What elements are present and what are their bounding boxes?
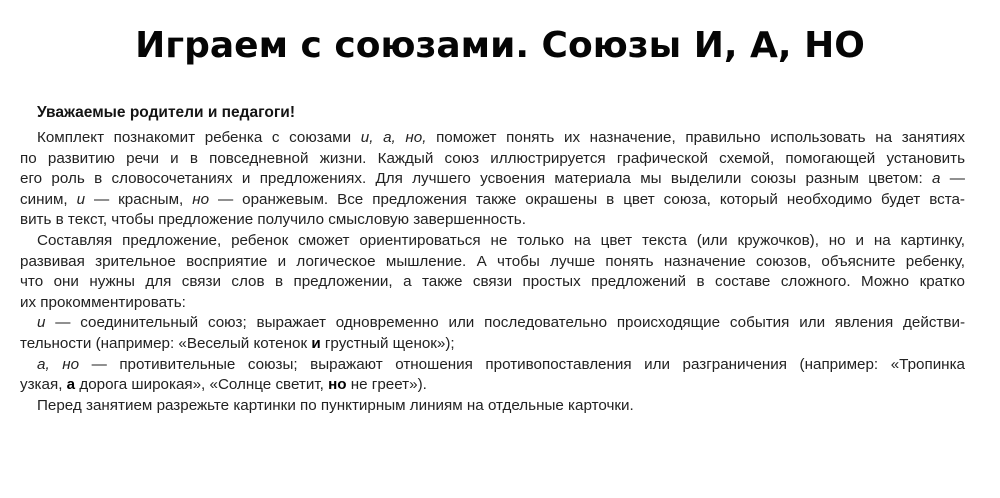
- conjunction-bold: а: [66, 376, 76, 394]
- text-run: развивая зрительное восприятие и логическое мышление. А чтобы лучше понять назначение союзов, объясните ребенку,: [20, 252, 965, 270]
- page-title: Играем с союзами. Союзы И, А, НО: [135, 25, 865, 66]
- text-run: — красным,: [85, 190, 193, 208]
- text-line: [20, 149, 965, 170]
- text-run: грустный щенок»);: [320, 334, 455, 352]
- text-run: его роль в словосочетаниях и предложениях. Для лучшего усвоения материала мы выделили союзы разным цветом:: [20, 170, 933, 188]
- text-run: Перед занятием разрежьте картинки по пунктирным линиям на отдельные карточки.: [37, 396, 634, 414]
- text-line: [20, 375, 965, 396]
- body-text: [20, 128, 965, 416]
- text-line: [20, 169, 965, 190]
- conjunction-bold: но: [328, 376, 347, 394]
- text-run: вить в текст, чтобы предложение получило смысловую завершенность.: [20, 211, 526, 229]
- text-line: [20, 210, 965, 231]
- text-line: [20, 293, 965, 314]
- text-line: [20, 190, 965, 211]
- conjunction-italic: и: [37, 314, 46, 332]
- text-run: не греет»).: [346, 376, 427, 394]
- text-line: [20, 396, 965, 417]
- conjunction-italic: и: [76, 190, 86, 208]
- text-run: их прокомментировать:: [20, 293, 186, 311]
- paragraph: [20, 231, 965, 313]
- text-run: —: [940, 170, 965, 188]
- text-run: Комплект познакомит ребенка с союзами: [37, 129, 361, 146]
- text-line: [20, 272, 965, 293]
- text-run: — соединительный союз; выражает одновременно или последовательно происходящие события или явления действи-: [45, 314, 965, 332]
- text-run: узкая,: [20, 376, 67, 394]
- conjunction-italic: но: [192, 190, 210, 208]
- section-heading: Уважаемые родители и педагоги!: [37, 104, 295, 121]
- text-run: — противительные союзы; выражают отношения противопоставления или разграничения (например: «Тропинка: [79, 355, 965, 373]
- paragraph: [20, 128, 965, 231]
- text-run: синим,: [20, 190, 77, 208]
- text-run: Составляя предложение, ребенок сможет ориентироваться не только на цвет текста (или кружочков), но и на картинку,: [37, 231, 965, 249]
- paragraph: [20, 313, 965, 354]
- text-line: [20, 355, 965, 376]
- conjunction-italic: а: [932, 170, 941, 188]
- text-run: — оранжевым. Все предложения также окрашены в цвет союза, который необходимо будет вста-: [209, 190, 965, 208]
- paragraph: [20, 355, 965, 396]
- conjunction-italic: и, а, но,: [360, 129, 427, 146]
- conjunction-bold: и: [311, 334, 321, 352]
- text-run: что они нужны для связи слов в предложении, а также связи простых предложений в составе сложного. Можно кратко: [20, 273, 965, 291]
- text-line: [20, 313, 965, 334]
- text-line: [20, 231, 965, 252]
- text-run: тельности (например: «Веселый котенок: [20, 334, 312, 352]
- text-line: [20, 334, 965, 355]
- text-run: дорога широкая», «Солнце светит,: [75, 376, 329, 394]
- text-run: поможет понять их назначение, правильно использовать на занятиях: [426, 129, 965, 146]
- paragraph: [20, 396, 965, 417]
- text-line: [20, 128, 965, 149]
- conjunction-italic: а, но: [37, 355, 80, 373]
- text-line: [20, 252, 965, 273]
- text-run: по развитию речи и в повседневной жизни. Каждый союз иллюстрируется графической схемой, помогающей установить: [20, 149, 965, 167]
